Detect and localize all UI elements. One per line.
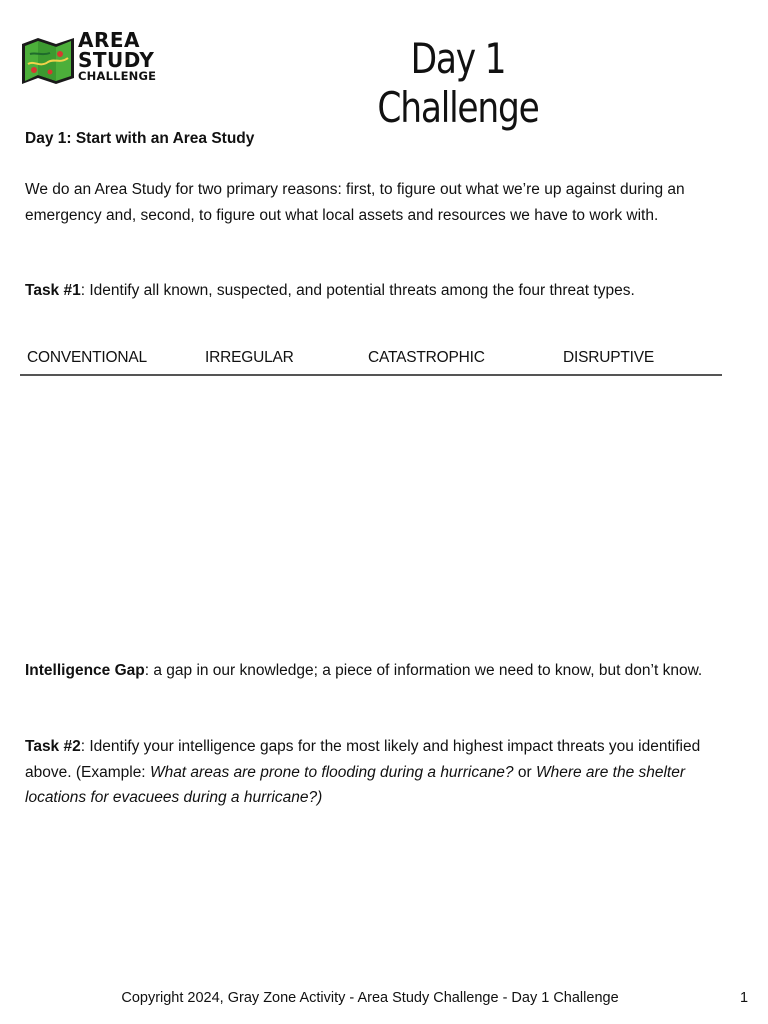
intelligence-gap-definition: [25, 658, 745, 684]
task-2-connector: or: [513, 763, 536, 781]
task-2-paragraph: [25, 734, 745, 811]
area-study-challenge-logo: [20, 30, 160, 88]
task-2-text: : Identify your intelligence gaps for the most likely and highest impact threats you identified above. (Example:: [25, 738, 701, 781]
logo-line-challenge: CHALLENGE: [78, 69, 157, 83]
task-2-label: Task #2: [25, 738, 81, 755]
task-2-example-1: What areas are prone to flooding during a hurricane?: [149, 763, 514, 781]
logo-line-area: AREA: [78, 28, 141, 52]
threat-types-header: [20, 346, 722, 376]
task-1-paragraph: [25, 278, 745, 304]
task-1-text: : Identify all known, suspected, and potential threats among the four threat types.: [80, 282, 635, 299]
page-title: Day 1 Challenge: [377, 34, 539, 132]
section-heading: Day 1: Start with an Area Study: [25, 130, 255, 147]
threat-type-disruptive: DISRUPTIVE: [563, 349, 655, 366]
threat-type-catastrophic: CATASTROPHIC: [368, 349, 485, 366]
logo-wordmark: [78, 30, 156, 83]
logo-line-study: STUDY: [78, 48, 155, 72]
intelligence-gap-term: Intelligence Gap: [25, 662, 145, 679]
task-2-example-2: Where are the shelter locations for evacuees during a hurricane?): [25, 763, 686, 806]
intro-paragraph: We do an Area Study for two primary reasons: first, to figure out what we’re up against during an emergency and, second, to figure out what local assets and resources we have to work with.: [25, 181, 685, 224]
page-number: 1: [740, 990, 749, 1006]
page-footer: Copyright 2024, Gray Zone Activity - Area Study Challenge - Day 1 Challenge: [121, 990, 619, 1006]
task-1-label: Task #1: [25, 282, 81, 299]
threat-type-irregular: IRREGULAR: [205, 349, 294, 366]
folded-map-icon: [20, 34, 76, 86]
threat-type-conventional: CONVENTIONAL: [27, 349, 147, 366]
intelligence-gap-text: : a gap in our knowledge; a piece of information we need to know, but don’t know.: [144, 662, 703, 679]
